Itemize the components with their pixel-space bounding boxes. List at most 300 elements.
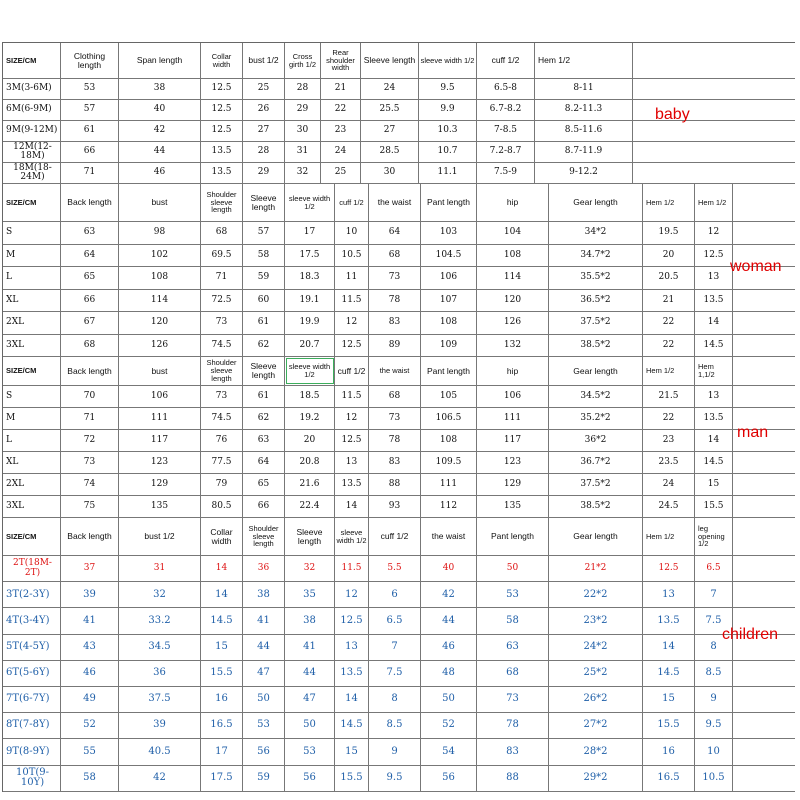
- children-table-cell: 14.5: [335, 713, 369, 738]
- children-table-cell: 35: [285, 582, 335, 607]
- children-table-cell: 41: [243, 608, 285, 633]
- children-table-cell: 88: [477, 766, 549, 791]
- woman-table-cell: 37.5*2: [549, 312, 643, 334]
- baby-table-cell: 23: [321, 121, 361, 141]
- man-table-cell: 13: [695, 386, 733, 407]
- baby-table-cell: 9-12.2: [535, 163, 633, 183]
- man-header-cell: the waist: [369, 357, 421, 385]
- children-table-cell: 36: [119, 661, 201, 686]
- woman-table-cell: 63: [61, 222, 119, 244]
- man-table-row: [3, 452, 795, 474]
- man-table-cell: 20: [285, 430, 335, 451]
- man-header-cell: Sleeve length: [243, 357, 285, 385]
- children-header-cell: Hem 1/2: [643, 518, 695, 555]
- woman-table-cell: 68: [369, 245, 421, 267]
- woman-table-cell: 89: [369, 335, 421, 357]
- man-table-cell: 21.5: [643, 386, 695, 407]
- woman-table-cell: S: [3, 222, 61, 244]
- woman-table-cell: 74.5: [201, 335, 243, 357]
- baby-table-cell: 27: [361, 121, 419, 141]
- man-header-row: [3, 357, 795, 386]
- man-spacer: [733, 452, 795, 473]
- woman-table-cell: XL: [3, 290, 61, 312]
- baby-table-cell: 12.5: [201, 100, 243, 120]
- baby-table-cell: 10.7: [419, 142, 477, 162]
- children-table-cell: 56: [421, 766, 477, 791]
- baby-table-cell: 29: [243, 163, 285, 183]
- man-header-cell: bust: [119, 357, 201, 385]
- children-table-cell: 33.2: [119, 608, 201, 633]
- woman-header-cell: bust: [119, 184, 201, 221]
- man-table-cell: 73: [369, 408, 421, 429]
- children-table-cell: 6.5: [695, 556, 733, 581]
- children-spacer: [733, 582, 795, 607]
- children-table-cell: 63: [477, 635, 549, 660]
- children-table-cell: 40: [421, 556, 477, 581]
- children-table-cell: 44: [243, 635, 285, 660]
- children-table-cell: 37: [61, 556, 119, 581]
- baby-header-cell: cuff 1/2: [477, 43, 535, 78]
- woman-table-cell: 19.9: [285, 312, 335, 334]
- man-table-cell: 79: [201, 474, 243, 495]
- woman-table-cell: 120: [119, 312, 201, 334]
- children-header-cell: SIZE/CM: [3, 518, 61, 555]
- woman-header-cell: hip: [477, 184, 549, 221]
- children-table-cell: 16.5: [643, 766, 695, 791]
- man-table-cell: 112: [421, 496, 477, 517]
- woman-table-cell: 104: [477, 222, 549, 244]
- children-spacer: [733, 713, 795, 738]
- children-table-cell: 17.5: [201, 766, 243, 791]
- children-table-cell: 16: [643, 739, 695, 764]
- children-table-cell: 7: [695, 582, 733, 607]
- children-table-row: [3, 687, 795, 713]
- children-spacer: [733, 687, 795, 712]
- children-table-cell: 9.5: [369, 766, 421, 791]
- woman-header-cell: Sleeve length: [243, 184, 285, 221]
- woman-table-cell: 3XL: [3, 335, 61, 357]
- woman-table-cell: 22: [643, 335, 695, 357]
- woman-table-cell: 57: [243, 222, 285, 244]
- woman-table-cell: 17.5: [285, 245, 335, 267]
- baby-table-row: [3, 79, 795, 100]
- baby-table-cell: 26: [243, 100, 285, 120]
- children-table-cell: 13: [335, 635, 369, 660]
- baby-header-cell: Hem 1/2: [535, 43, 633, 78]
- children-table-cell: 43: [61, 635, 119, 660]
- woman-table-cell: 67: [61, 312, 119, 334]
- baby-table-cell: 44: [119, 142, 201, 162]
- man-table-cell: 74: [61, 474, 119, 495]
- woman-table-cell: 14: [695, 312, 733, 334]
- children-table-cell: 14: [643, 635, 695, 660]
- children-table-cell: 2T(18M-2T): [3, 556, 61, 581]
- children-table-cell: 3T(2-3Y): [3, 582, 61, 607]
- children-table-cell: 12.5: [335, 608, 369, 633]
- woman-table-cell: 12.5: [695, 245, 733, 267]
- children-table-cell: 32: [285, 556, 335, 581]
- baby-table-cell: 29: [285, 100, 321, 120]
- children-table-cell: 14.5: [201, 608, 243, 633]
- children-table-cell: 73: [477, 687, 549, 712]
- man-table-cell: S: [3, 386, 61, 407]
- woman-header-cell: Gear length: [549, 184, 643, 221]
- children-header-cell: Collar width: [201, 518, 243, 555]
- man-table-row: [3, 496, 795, 518]
- woman-table-cell: 62: [243, 335, 285, 357]
- baby-spacer: [633, 43, 793, 78]
- man-header-cell: Gear length: [549, 357, 643, 385]
- woman-section-label: woman: [730, 258, 782, 275]
- woman-header-cell: SIZE/CM: [3, 184, 61, 221]
- woman-table-cell: 13: [695, 267, 733, 289]
- baby-table-cell: 13.5: [201, 142, 243, 162]
- man-header-cell: Shoulder sleeve length: [201, 357, 243, 385]
- woman-table-cell: 12.5: [335, 335, 369, 357]
- woman-table-cell: 66: [61, 290, 119, 312]
- woman-table-cell: 22: [643, 312, 695, 334]
- man-table-cell: 77.5: [201, 452, 243, 473]
- children-table-cell: 41: [61, 608, 119, 633]
- man-spacer: [733, 496, 795, 517]
- woman-table-cell: 64: [369, 222, 421, 244]
- man-header-cell: Hem 1/2: [643, 357, 695, 385]
- man-table-cell: 14: [335, 496, 369, 517]
- children-table-cell: 12.5: [643, 556, 695, 581]
- man-header-cell: Hem 1,1/2: [695, 357, 733, 385]
- children-table-cell: 40.5: [119, 739, 201, 764]
- man-header-cell: Back length: [61, 357, 119, 385]
- baby-table-cell: 12.5: [201, 121, 243, 141]
- woman-table-cell: 2XL: [3, 312, 61, 334]
- children-table-cell: 15.5: [643, 713, 695, 738]
- children-table-cell: 16.5: [201, 713, 243, 738]
- baby-spacer: [633, 79, 793, 99]
- woman-table-row: [3, 245, 795, 268]
- baby-header-cell: bust 1/2: [243, 43, 285, 78]
- man-table-cell: 129: [119, 474, 201, 495]
- baby-table-cell: 66: [61, 142, 119, 162]
- children-table-row: [3, 713, 795, 739]
- woman-table-cell: 21: [643, 290, 695, 312]
- man-header-cell: hip: [477, 357, 549, 385]
- woman-header-cell: Pant length: [421, 184, 477, 221]
- children-table-cell: 6.5: [369, 608, 421, 633]
- man-table-cell: 3XL: [3, 496, 61, 517]
- man-table-cell: 11.5: [335, 386, 369, 407]
- children-table-row: [3, 739, 795, 765]
- woman-spacer: [733, 312, 795, 334]
- children-table-cell: 58: [477, 608, 549, 633]
- man-table-cell: 37.5*2: [549, 474, 643, 495]
- baby-table-cell: 30: [361, 163, 419, 183]
- baby-table-cell: 12M(12-18M): [3, 142, 61, 162]
- woman-table-cell: 17: [285, 222, 335, 244]
- baby-table-cell: 6.5-8: [477, 79, 535, 99]
- man-table-cell: 34.5*2: [549, 386, 643, 407]
- man-table-cell: 123: [477, 452, 549, 473]
- man-table-cell: 13.5: [335, 474, 369, 495]
- man-table-cell: 123: [119, 452, 201, 473]
- children-table-row: [3, 766, 795, 792]
- man-table-cell: 63: [243, 430, 285, 451]
- woman-table-cell: 104.5: [421, 245, 477, 267]
- children-table-cell: 32: [119, 582, 201, 607]
- children-table-cell: 50: [421, 687, 477, 712]
- man-table-cell: 111: [421, 474, 477, 495]
- children-header-row: [3, 518, 795, 556]
- children-table-cell: 52: [421, 713, 477, 738]
- woman-table-cell: 120: [477, 290, 549, 312]
- baby-header-cell: SIZE/CM: [3, 43, 61, 78]
- man-section-label: man: [737, 424, 769, 441]
- children-table-cell: 11.5: [335, 556, 369, 581]
- baby-header-cell: Cross girth 1/2: [285, 43, 321, 78]
- man-table-cell: 35.2*2: [549, 408, 643, 429]
- baby-table-cell: 8-11: [535, 79, 633, 99]
- baby-header-row: [3, 43, 795, 79]
- children-table-cell: 14.5: [643, 661, 695, 686]
- woman-header-cell: Shoulder sleeve length: [201, 184, 243, 221]
- children-table-cell: 37.5: [119, 687, 201, 712]
- baby-table-cell: 11.1: [419, 163, 477, 183]
- woman-table-cell: 103: [421, 222, 477, 244]
- children-table-row: [3, 556, 795, 582]
- children-table-cell: 44: [285, 661, 335, 686]
- baby-table-cell: 28: [285, 79, 321, 99]
- man-table-row: [3, 408, 795, 430]
- baby-table-cell: 24: [321, 142, 361, 162]
- man-table-cell: 73: [201, 386, 243, 407]
- woman-table-cell: 78: [369, 290, 421, 312]
- children-table-cell: 50: [285, 713, 335, 738]
- children-table-cell: 56: [243, 739, 285, 764]
- children-table-cell: 4T(3-4Y): [3, 608, 61, 633]
- children-table-cell: 10.5: [695, 766, 733, 791]
- baby-table-cell: 25: [243, 79, 285, 99]
- baby-header-cell: sleeve width 1/2: [419, 43, 477, 78]
- man-table-cell: 106.5: [421, 408, 477, 429]
- man-table-row: [3, 474, 795, 496]
- woman-table-cell: 13.5: [695, 290, 733, 312]
- children-spacer: [733, 739, 795, 764]
- baby-table-cell: 13.5: [201, 163, 243, 183]
- woman-table-cell: 20: [643, 245, 695, 267]
- woman-spacer: [733, 290, 795, 312]
- man-table-cell: 24.5: [643, 496, 695, 517]
- children-table-cell: 26*2: [549, 687, 643, 712]
- man-table-cell: 80.5: [201, 496, 243, 517]
- children-spacer: [733, 518, 795, 555]
- man-table-cell: 108: [421, 430, 477, 451]
- man-table-cell: 78: [369, 430, 421, 451]
- woman-header-cell: sleeve width 1/2: [285, 184, 335, 221]
- man-table-row: [3, 430, 795, 452]
- woman-table-cell: 108: [119, 267, 201, 289]
- children-table-cell: 53: [285, 739, 335, 764]
- children-table-cell: 52: [61, 713, 119, 738]
- man-table-row: [3, 386, 795, 408]
- children-table-cell: 31: [119, 556, 201, 581]
- man-table-cell: L: [3, 430, 61, 451]
- children-table-cell: 15.5: [335, 766, 369, 791]
- baby-table-cell: 10.3: [419, 121, 477, 141]
- man-table-cell: 21.6: [285, 474, 335, 495]
- baby-table-row: [3, 163, 795, 184]
- baby-table-cell: 9M(9-12M): [3, 121, 61, 141]
- woman-table-cell: 19.5: [643, 222, 695, 244]
- children-table-cell: 9: [369, 739, 421, 764]
- children-table-cell: 9T(8-9Y): [3, 739, 61, 764]
- children-table-cell: 7T(6-7Y): [3, 687, 61, 712]
- children-table-cell: 53: [477, 582, 549, 607]
- children-table-cell: 36: [243, 556, 285, 581]
- woman-header-row: [3, 184, 795, 222]
- children-table-cell: 47: [243, 661, 285, 686]
- baby-table-cell: 30: [285, 121, 321, 141]
- man-table-cell: 14: [695, 430, 733, 451]
- children-table-cell: 15.5: [201, 661, 243, 686]
- woman-header-cell: Hem 1/2: [695, 184, 733, 221]
- baby-table-cell: 21: [321, 79, 361, 99]
- children-table-cell: 29*2: [549, 766, 643, 791]
- children-table-cell: 38: [243, 582, 285, 607]
- woman-table-row: [3, 222, 795, 245]
- baby-table-row: [3, 142, 795, 163]
- children-table-cell: 8.5: [369, 713, 421, 738]
- baby-table-cell: 9.9: [419, 100, 477, 120]
- baby-spacer: [633, 121, 793, 141]
- children-table-cell: 10: [695, 739, 733, 764]
- man-table-cell: 106: [119, 386, 201, 407]
- man-table-cell: 65: [243, 474, 285, 495]
- man-table-cell: 23: [643, 430, 695, 451]
- man-table-cell: 111: [477, 408, 549, 429]
- man-table-cell: 88: [369, 474, 421, 495]
- children-table-cell: 7: [369, 635, 421, 660]
- woman-table-cell: 12: [695, 222, 733, 244]
- woman-table-cell: 69.5: [201, 245, 243, 267]
- woman-table-cell: 109: [421, 335, 477, 357]
- children-table-cell: 22*2: [549, 582, 643, 607]
- woman-spacer: [733, 222, 795, 244]
- woman-table-cell: 102: [119, 245, 201, 267]
- baby-table-cell: 7.2-8.7: [477, 142, 535, 162]
- woman-table-cell: 58: [243, 245, 285, 267]
- children-table-cell: 9.5: [695, 713, 733, 738]
- children-table-row: [3, 661, 795, 687]
- man-spacer: [733, 386, 795, 407]
- woman-table-cell: 10.5: [335, 245, 369, 267]
- baby-table-cell: 8.5-11.6: [535, 121, 633, 141]
- woman-header-cell: Back length: [61, 184, 119, 221]
- baby-table-cell: 71: [61, 163, 119, 183]
- woman-table-cell: 68: [61, 335, 119, 357]
- man-table-cell: 72: [61, 430, 119, 451]
- baby-table-cell: 31: [285, 142, 321, 162]
- children-section-label: children: [722, 626, 779, 643]
- children-table-cell: 55: [61, 739, 119, 764]
- baby-table-cell: 8.2-11.3: [535, 100, 633, 120]
- baby-table-cell: 53: [61, 79, 119, 99]
- woman-table-cell: 59: [243, 267, 285, 289]
- children-table-cell: 8: [695, 635, 733, 660]
- children-table-cell: 27*2: [549, 713, 643, 738]
- man-table-cell: 83: [369, 452, 421, 473]
- children-table-cell: 54: [421, 739, 477, 764]
- baby-table-cell: 25: [321, 163, 361, 183]
- man-table-cell: 13: [335, 452, 369, 473]
- man-table-cell: 62: [243, 408, 285, 429]
- woman-table-cell: 73: [369, 267, 421, 289]
- children-header-cell: Back length: [61, 518, 119, 555]
- woman-header-cell: Hem 1/2: [643, 184, 695, 221]
- baby-table-cell: 42: [119, 121, 201, 141]
- baby-section-label: baby: [655, 106, 690, 123]
- man-table-cell: 105: [421, 386, 477, 407]
- woman-table-cell: 12: [335, 312, 369, 334]
- children-table-cell: 49: [61, 687, 119, 712]
- children-table-cell: 41: [285, 635, 335, 660]
- baby-spacer: [633, 142, 793, 162]
- man-table-cell: 61: [243, 386, 285, 407]
- children-table-cell: 10T(9-10Y): [3, 766, 61, 791]
- children-table-cell: 13.5: [335, 661, 369, 686]
- children-spacer: [733, 661, 795, 686]
- children-table-cell: 15: [643, 687, 695, 712]
- children-header-cell: leg opening 1/2: [695, 518, 733, 555]
- children-table-cell: 17: [201, 739, 243, 764]
- man-table-cell: 106: [477, 386, 549, 407]
- woman-table-cell: 114: [477, 267, 549, 289]
- man-header-cell: sleeve width 1/2: [285, 357, 335, 385]
- children-table-cell: 46: [421, 635, 477, 660]
- man-table-cell: M: [3, 408, 61, 429]
- man-table-cell: 12.5: [335, 430, 369, 451]
- children-table-cell: 39: [61, 582, 119, 607]
- baby-table-cell: 18M(18-24M): [3, 163, 61, 183]
- man-table-cell: 15.5: [695, 496, 733, 517]
- children-table-cell: 34.5: [119, 635, 201, 660]
- man-header-cell: SIZE/CM: [3, 357, 61, 385]
- man-table-cell: 109.5: [421, 452, 477, 473]
- man-table-cell: 93: [369, 496, 421, 517]
- woman-table-cell: 10: [335, 222, 369, 244]
- children-table-cell: 7.5: [695, 608, 733, 633]
- children-table-cell: 14: [201, 582, 243, 607]
- baby-table-cell: 9.5: [419, 79, 477, 99]
- man-header-cell: cuff 1/2: [335, 357, 369, 385]
- children-header-cell: Shoulder sleeve length: [243, 518, 285, 555]
- baby-table-cell: 25.5: [361, 100, 419, 120]
- man-table-cell: 66: [243, 496, 285, 517]
- children-spacer: [733, 556, 795, 581]
- man-table-cell: 135: [477, 496, 549, 517]
- woman-table-cell: 71: [201, 267, 243, 289]
- children-table-cell: 5.5: [369, 556, 421, 581]
- baby-table-cell: 57: [61, 100, 119, 120]
- children-table-cell: 58: [61, 766, 119, 791]
- baby-table-cell: 32: [285, 163, 321, 183]
- children-header-cell: the waist: [421, 518, 477, 555]
- baby-table-cell: 22: [321, 100, 361, 120]
- children-table: [3, 518, 795, 792]
- baby-table-row: [3, 121, 795, 142]
- man-table-cell: 70: [61, 386, 119, 407]
- woman-table-row: [3, 335, 795, 358]
- children-table-cell: 8T(7-8Y): [3, 713, 61, 738]
- baby-table-cell: 46: [119, 163, 201, 183]
